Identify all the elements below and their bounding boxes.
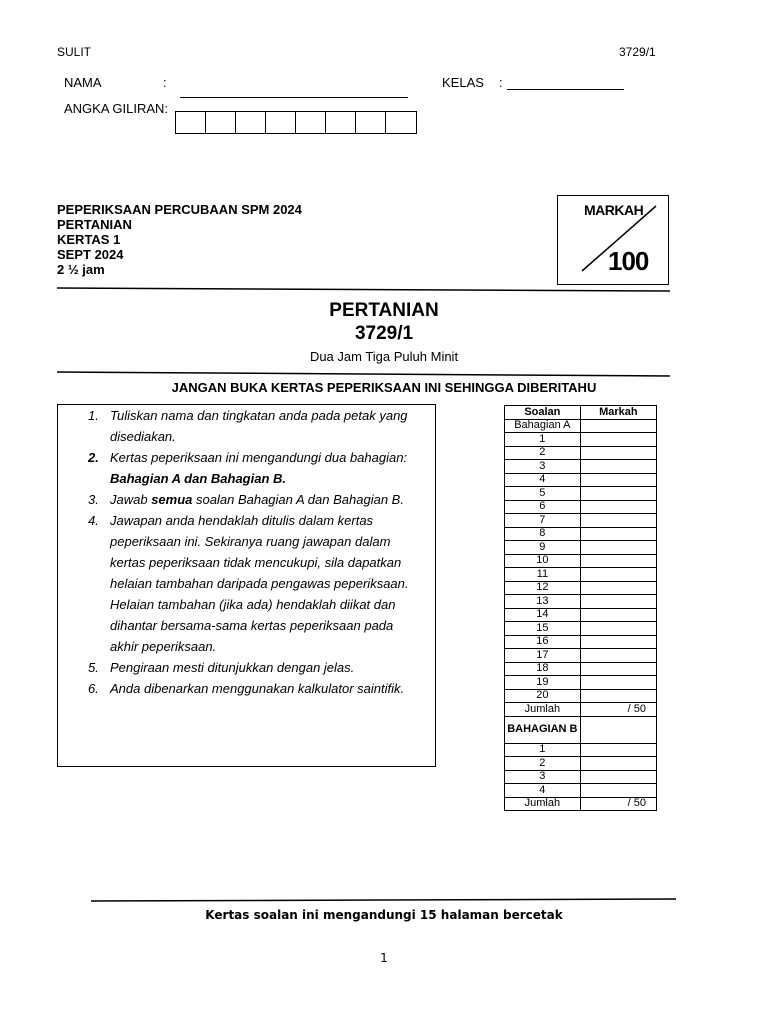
angka-giliran-box[interactable] [266, 112, 296, 133]
instruction-text: akhir peperiksaan. [110, 639, 217, 654]
kelas-field[interactable] [507, 89, 624, 90]
score-soalan-cell: 19 [505, 676, 581, 690]
score-question-row [505, 460, 657, 474]
score-soalan-cell: 2 [505, 446, 581, 460]
score-soalan-cell: 15 [505, 622, 581, 636]
markah-label: MARKAH [584, 202, 644, 218]
instruction-number: 4. [88, 513, 99, 528]
score-soalan-cell: Jumlah [505, 797, 581, 811]
score-markah-cell[interactable] [580, 635, 656, 649]
exam-info-duration: 2 ½ jam [57, 262, 105, 277]
markah-box [557, 195, 669, 285]
exam-info-date: SEPT 2024 [57, 247, 124, 262]
nama-label: NAMA [64, 75, 102, 90]
warning-text: JANGAN BUKA KERTAS PEPERIKSAAN INI SEHINGGA DIBERITAHU [171, 380, 597, 395]
score-markah-cell[interactable] [580, 770, 656, 784]
instruction-text: Jawab [110, 492, 152, 507]
instruction-text: helaian tambahan daripada pengawas peperiksaan. [110, 576, 409, 591]
angka-giliran-box[interactable] [176, 112, 206, 133]
instruction-item [58, 489, 435, 510]
exam-info-subject: PERTANIAN [57, 217, 132, 232]
score-table [504, 405, 657, 811]
score-soalan-cell: 13 [505, 595, 581, 609]
instruction-text: Kertas peperiksaan ini mengandungi dua bahagian: [110, 450, 408, 465]
score-table-header [505, 406, 657, 420]
score-question-row [505, 487, 657, 501]
instruction-number: 2. [88, 450, 99, 465]
score-question-row [505, 676, 657, 690]
exam-info-paper: KERTAS 1 [57, 232, 121, 247]
instruction-text: Tuliskan nama dan tingkatan anda pada petak yang [110, 408, 408, 423]
angka-giliran-box[interactable] [386, 112, 416, 133]
score-question-row [505, 527, 657, 541]
score-question-row [505, 622, 657, 636]
score-soalan-cell: 2 [505, 757, 581, 771]
instruction-item [58, 405, 435, 447]
score-soalan-cell: 1 [505, 743, 581, 757]
instruction-number: 6. [88, 681, 99, 696]
score-question-row [505, 757, 657, 771]
angka-giliran-box[interactable] [356, 112, 386, 133]
score-markah-cell[interactable] [580, 676, 656, 690]
angka-giliran-box[interactable] [326, 112, 356, 133]
score-markah-cell[interactable] [580, 460, 656, 474]
instructions-list [58, 405, 435, 699]
instruction-item [58, 657, 435, 678]
score-soalan-cell: 17 [505, 649, 581, 663]
angka-giliran-box[interactable] [236, 112, 266, 133]
score-question-row [505, 689, 657, 703]
angka-giliran-boxes[interactable] [175, 111, 417, 134]
score-question-row [505, 433, 657, 447]
score-question-row [505, 635, 657, 649]
score-markah-cell[interactable] [580, 743, 656, 757]
score-markah-cell[interactable] [580, 689, 656, 703]
score-markah-cell[interactable]: / 50 [580, 703, 656, 717]
score-soalan-cell: 4 [505, 784, 581, 798]
score-markah-cell[interactable] [580, 757, 656, 771]
instruction-line [110, 678, 423, 699]
score-soalan-cell: 3 [505, 770, 581, 784]
score-question-row [505, 770, 657, 784]
score-markah-cell[interactable] [580, 716, 656, 743]
instruction-line [110, 468, 423, 489]
score-markah-cell[interactable] [580, 500, 656, 514]
divider-footer [0, 896, 768, 904]
score-markah-cell[interactable] [580, 446, 656, 460]
footer-page-count: Kertas soalan ini mengandungi 15 halaman bercetak [205, 908, 563, 922]
divider-warning [0, 369, 768, 379]
instruction-line [110, 426, 423, 447]
instruction-text: semua [151, 492, 193, 507]
instruction-text: Pengiraan mesti ditunjukkan dengan jelas. [110, 660, 355, 675]
score-question-row [505, 568, 657, 582]
instruction-number: 3. [88, 492, 99, 507]
score-soalan-cell: Bahagian A [505, 419, 581, 433]
score-markah-cell[interactable] [580, 554, 656, 568]
score-section-b-total [505, 797, 657, 811]
score-question-row [505, 500, 657, 514]
instruction-line [110, 531, 423, 552]
score-section-b-row [505, 716, 657, 743]
score-markah-cell[interactable] [580, 433, 656, 447]
instruction-text: Jawapan anda hendaklah ditulis dalam kertas [110, 513, 374, 528]
score-soalan-cell: 18 [505, 662, 581, 676]
score-soalan-cell: 10 [505, 554, 581, 568]
score-markah-cell[interactable] [580, 487, 656, 501]
score-markah-cell[interactable] [580, 622, 656, 636]
instruction-item [58, 678, 435, 699]
score-markah-cell[interactable]: / 50 [580, 797, 656, 811]
score-question-row [505, 784, 657, 798]
instruction-line [110, 636, 423, 657]
score-soalan-cell: 8 [505, 527, 581, 541]
instruction-text: soalan Bahagian A dan Bahagian B. [192, 492, 404, 507]
instruction-text: peperiksaan ini. Sekiranya ruang jawapan dalam [110, 534, 391, 549]
instruction-line [110, 657, 423, 678]
score-markah-cell[interactable] [580, 581, 656, 595]
instruction-text: Anda dibenarkan menggunakan kalkulator saintifik. [110, 681, 405, 696]
nama-field[interactable] [180, 97, 408, 98]
score-soalan-cell: BAHAGIAN B [505, 716, 581, 743]
score-question-row [505, 662, 657, 676]
score-markah-cell[interactable] [580, 527, 656, 541]
score-markah-cell[interactable] [580, 662, 656, 676]
instruction-text: Helaian tambahan (jika ada) hendaklah diikat dan [110, 597, 396, 612]
score-soalan-cell: 7 [505, 514, 581, 528]
score-markah-cell[interactable] [580, 568, 656, 582]
kelas-colon: : [499, 75, 503, 90]
instruction-number: 1. [88, 408, 99, 423]
subject-title: PERTANIAN [329, 300, 439, 321]
score-markah-cell[interactable] [580, 541, 656, 555]
score-soalan-cell: 20 [505, 689, 581, 703]
instruction-line [110, 489, 423, 510]
score-question-row [505, 743, 657, 757]
instruction-item [58, 510, 435, 657]
score-soalan-cell: 12 [505, 581, 581, 595]
instruction-item [58, 447, 435, 489]
score-soalan-cell: 11 [505, 568, 581, 582]
instruction-text: Bahagian A dan Bahagian B. [110, 471, 287, 486]
instruction-text: kertas peperiksaan tidak mencukupi, sila dapatkan [110, 555, 402, 570]
score-question-row [505, 446, 657, 460]
score-markah-cell: Markah [580, 406, 656, 420]
score-question-row [505, 541, 657, 555]
instruction-text: dihantar bersama-sama kertas peperiksaan pada [110, 618, 394, 633]
exam-info-title: PEPERIKSAAN PERCUBAAN SPM 2024 [57, 202, 302, 217]
instruction-line [110, 615, 423, 636]
instruction-line [110, 405, 423, 426]
header-paper-code: 3729/1 [619, 45, 656, 59]
nama-colon: : [163, 75, 167, 90]
kelas-label: KELAS [442, 75, 484, 90]
score-question-row [505, 608, 657, 622]
score-markah-cell[interactable] [580, 514, 656, 528]
score-markah-cell[interactable] [580, 784, 656, 798]
markah-total: 100 [608, 246, 649, 276]
subject-code: 3729/1 [354, 323, 414, 344]
instruction-line [110, 552, 423, 573]
score-soalan-cell: Jumlah [505, 703, 581, 717]
score-question-row [505, 514, 657, 528]
score-question-row [505, 649, 657, 663]
score-soalan-cell: 9 [505, 541, 581, 555]
score-markah-cell[interactable] [580, 595, 656, 609]
score-soalan-cell: 16 [505, 635, 581, 649]
score-soalan-cell: 3 [505, 460, 581, 474]
exam-duration: Dua Jam Tiga Puluh Minit [309, 349, 459, 364]
angka-giliran-label: ANGKA GILIRAN: [64, 101, 169, 116]
instruction-line [110, 510, 423, 531]
score-soalan-cell: 1 [505, 433, 581, 447]
score-markah-cell[interactable] [580, 649, 656, 663]
instruction-line [110, 594, 423, 615]
score-section-a-total [505, 703, 657, 717]
angka-giliran-box[interactable] [296, 112, 326, 133]
score-markah-cell[interactable] [580, 473, 656, 487]
score-markah-cell[interactable] [580, 419, 656, 433]
score-soalan-cell: 4 [505, 473, 581, 487]
angka-giliran-box[interactable] [206, 112, 236, 133]
instruction-line [110, 573, 423, 594]
score-question-row [505, 554, 657, 568]
score-question-row [505, 473, 657, 487]
score-soalan-cell: 5 [505, 487, 581, 501]
score-soalan-cell: 6 [505, 500, 581, 514]
score-soalan-cell: Soalan [505, 406, 581, 420]
instructions-box [57, 404, 436, 767]
score-section-a-row [505, 419, 657, 433]
header-sulit: SULIT [57, 45, 92, 59]
score-question-row [505, 595, 657, 609]
instruction-line [110, 447, 423, 468]
score-markah-cell[interactable] [580, 608, 656, 622]
exam-info [57, 202, 302, 277]
divider-top [0, 286, 768, 294]
score-question-row [505, 581, 657, 595]
score-soalan-cell: 14 [505, 608, 581, 622]
instruction-text: disediakan. [110, 429, 176, 444]
instruction-number: 5. [88, 660, 99, 675]
page-number: 1 [380, 951, 388, 965]
